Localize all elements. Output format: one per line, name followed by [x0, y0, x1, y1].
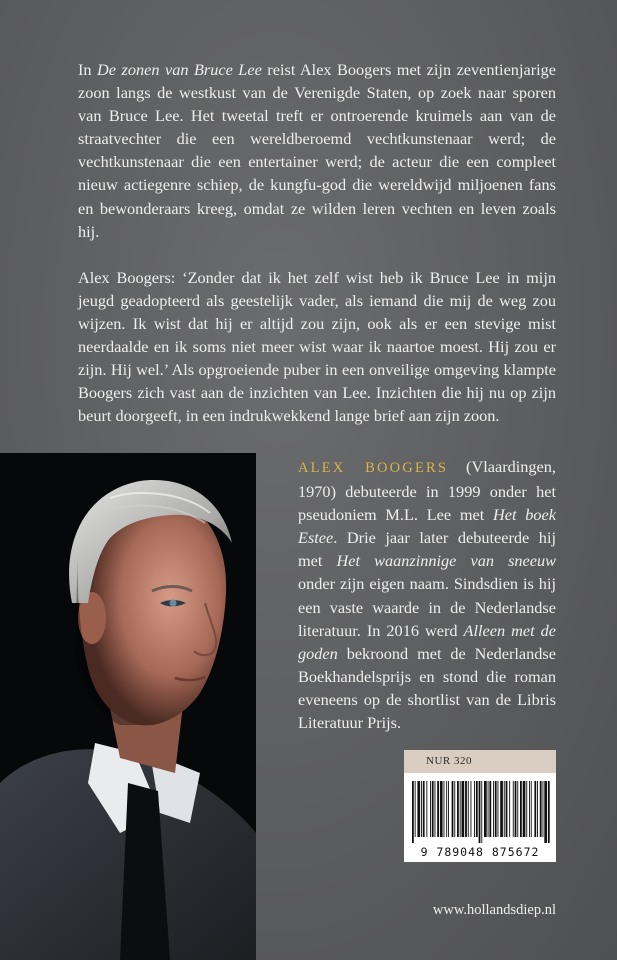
barcode-bar: [448, 781, 449, 837]
barcode-panel: [404, 773, 556, 862]
bio-text-4: bekroond met de Nederlandse Boekhandelsprijs en stond die roman eveneens op de shortlist van de Libris Literatuur Prijs.: [298, 643, 556, 733]
barcode-bar: [488, 781, 489, 837]
isbn-barcode-box: [404, 750, 556, 862]
barcode-bar: [543, 781, 544, 837]
barcode-bar: [506, 781, 508, 837]
barcode-bar: [437, 781, 439, 837]
barcode-bar: [462, 781, 465, 837]
barcode-bar: [534, 781, 536, 837]
barcode-bar: [430, 781, 431, 837]
barcode-bar: [454, 781, 455, 837]
bio-book-2: Het waanzinnige van sneeuw: [336, 551, 557, 571]
barcode-bar: [489, 781, 491, 837]
barcode-bar: [500, 781, 503, 837]
book-title-italic: De zonen van Bruce Lee: [97, 60, 262, 79]
author-photo: [0, 453, 256, 960]
barcode-bar: [468, 781, 469, 837]
blurb-text: [78, 58, 556, 450]
blurb-paragraph-2: Alex Boogers: ‘Zonder dat ik het zelf wist heb ik Bruce Lee in mijn jeugd geadopteerd als geestelijk vader, als iemand die mij de weg zou wijzen. Ik wist dat hij er altijd zou zijn, ook als er een stevige mist neerdaalde en ik soms niet meer wist waar ik naartoe moest. Hij zou er zijn. Hij wel.’ Als opgroeiende puber in een onveilige omgeving klampte Boogers zich vast aan de inzichten van Lee. Inzichten die hij nu op zijn beurt doorgeeft, in een indrukwekkend lange brief aan zijn zoon.: [78, 267, 556, 426]
barcode-bar: [415, 781, 416, 837]
barcode-bar: [484, 781, 487, 837]
barcode-bar: [423, 781, 425, 837]
bio-text-1: (Vlaardingen, 1970) debuteerde in 1999 onder het pseudoniem M.L. Lee met: [298, 457, 556, 525]
nur-code: NUR 320: [404, 750, 556, 773]
barcode-icon: [410, 781, 550, 843]
barcode-bar: [540, 781, 542, 837]
barcode-bar: [460, 781, 461, 837]
barcode-bar: [515, 781, 517, 837]
barcode-bar: [435, 781, 436, 837]
barcode-bar: [471, 781, 472, 837]
barcode-bar: [476, 781, 478, 837]
barcode-bar: [452, 781, 454, 837]
author-bio: [298, 455, 556, 734]
barcode-bar: [412, 781, 414, 843]
publisher-website[interactable]: www.hollandsdiep.nl: [432, 902, 556, 918]
bio-book-1: Het boek Estee: [298, 505, 556, 548]
barcode-bar: [417, 781, 420, 837]
barcode-bar: [495, 781, 497, 837]
barcode-bar: [498, 781, 499, 837]
author-portrait-illustration: [0, 453, 256, 960]
barcode-bar: [529, 781, 530, 837]
bio-text-2: . Drie jaar later debuteerde hij met: [298, 528, 556, 571]
barcode-bar: [544, 781, 547, 843]
barcode-bar: [531, 781, 532, 837]
blurb-paragraph-1: [78, 58, 556, 243]
barcode-bar: [432, 781, 434, 837]
barcode-bar: [537, 781, 538, 837]
barcode-bar: [440, 781, 443, 837]
barcode-bar: [421, 781, 422, 837]
isbn-number: 9 789048 875672: [420, 845, 540, 859]
barcode-bar: [465, 781, 467, 837]
barcode-bar: [513, 781, 514, 837]
barcode-bar: [479, 781, 481, 843]
barcode-bar: [548, 781, 550, 843]
barcode-bar: [523, 781, 526, 837]
barcode-bar: [474, 781, 475, 837]
barcode-bar: [446, 781, 447, 837]
blurb-p1-rest: reist Alex Boogers met zijn zeventienjarige zoon langs de westkust van de Verenigde Staten, op zoek naar sporen van Bruce Lee. Het tweetal treft er ontroerende kruimels aan van de straatvechter die een wereldberoemd vechtkunstenaar werd; de vechtkunstenaar die een entertainer werd; de acteur die een compleet nieuw actiegenre schiep, de kungfu-god die wereldwijd miljoenen fans en bewonderaars kreeg, omdat ze wilden leren vechten en leven zoals hij.: [78, 60, 557, 241]
barcode-bar: [517, 781, 518, 837]
barcode-bar: [481, 781, 482, 843]
barcode-bar: [444, 781, 445, 837]
barcode-bar: [493, 781, 494, 837]
barcode-bar: [520, 781, 522, 837]
barcode-bar: [509, 781, 510, 837]
author-name: ALEX BOOGERS: [298, 460, 449, 476]
barcode-bar: [526, 781, 527, 837]
barcode-bar: [426, 781, 427, 837]
bio-book-3: Alleen met de goden: [298, 620, 556, 663]
barcode-bar: [504, 781, 505, 837]
bio-text-3: onder zijn eigen naam. Sindsdien is hij een vaste waarde in de Nederlandse literatuur. In 2016 werd: [298, 574, 556, 640]
blurb-p1-intro: In: [78, 60, 98, 79]
barcode-bar: [457, 781, 459, 837]
